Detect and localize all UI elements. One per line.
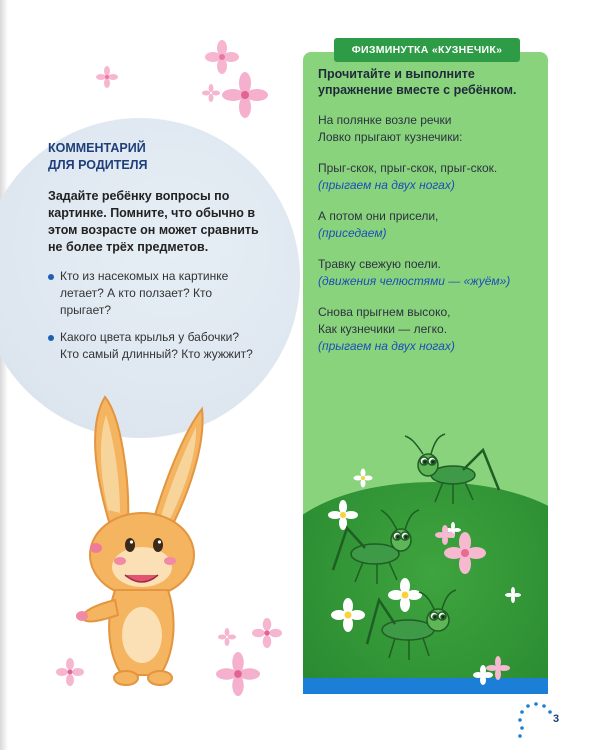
flower-icon [205,40,239,74]
bullet-text: Кто из насекомых на картинке летает? А кто ползает? Кто прыгает? [60,269,229,317]
verse-line: Снова прыгнем высоко, [318,305,451,319]
verse-action: (прыгаем на двух ногах) [318,178,455,192]
flower-icon [96,66,118,88]
parent-comment-title [48,140,260,174]
parent-comment-title-line2: ДЛЯ РОДИТЕЛЯ [48,158,148,172]
exercise-text [318,66,538,369]
bunny-illustration [70,385,210,690]
page-number: 3 [553,713,560,725]
verse-line: Ловко прыгают кузнечики: [318,130,463,144]
grasshopper-icon [367,590,456,660]
parent-comment [48,140,260,373]
flower-icon [218,628,236,646]
parent-comment-intro: Задайте ребёнку вопросы по картинке. Помните, что обычно в этом возрасте он может сравнить не более трёх предметов. [48,189,259,254]
bullet-dot-icon [48,335,54,341]
exercise-intro: Прочитайте и выполните упражнение вместе с ребёнком. [318,67,517,97]
verse [318,304,538,355]
grasshopper-illustration [303,430,548,694]
parent-comment-title-line1: КОММЕНТАРИЙ [48,141,146,155]
verse-line: Как кузнечики — легко. [318,322,448,336]
verse-line: Травку свежую поели. [318,257,441,271]
verse [318,256,538,290]
verse [318,208,538,242]
flower-icon [252,618,282,648]
verse-action: (прыгаем на двух ногах) [318,339,455,353]
verse-action: (движения челюстями — «жуём») [318,274,511,288]
grasshopper-icon [405,434,499,504]
flower-icon [202,84,220,102]
flower-icon [222,72,268,118]
pink-flower-icon [435,525,510,680]
verse [318,160,538,194]
flower-icon [56,658,84,686]
parent-comment-bullet [48,329,260,363]
bullet-dot-icon [48,274,54,280]
flower-icon [216,652,260,696]
verse-line: Прыг-скок, прыг-скок, прыг-скок. [318,161,498,175]
page-edge [0,0,8,750]
verse-action: (приседаем) [318,226,387,240]
verse-line: А потом они присели, [318,209,439,223]
bullet-text: Какого цвета крылья у бабочки? Кто самый длинный? Кто жужжит? [60,330,253,361]
verse-line: На полянке возле речки [318,113,452,127]
parent-comment-bullet [48,268,260,319]
page-number-dots-icon [516,700,556,740]
verse [318,112,538,146]
exercise-header: ФИЗМИНУТКА «КУЗНЕЧИК» [334,38,520,62]
